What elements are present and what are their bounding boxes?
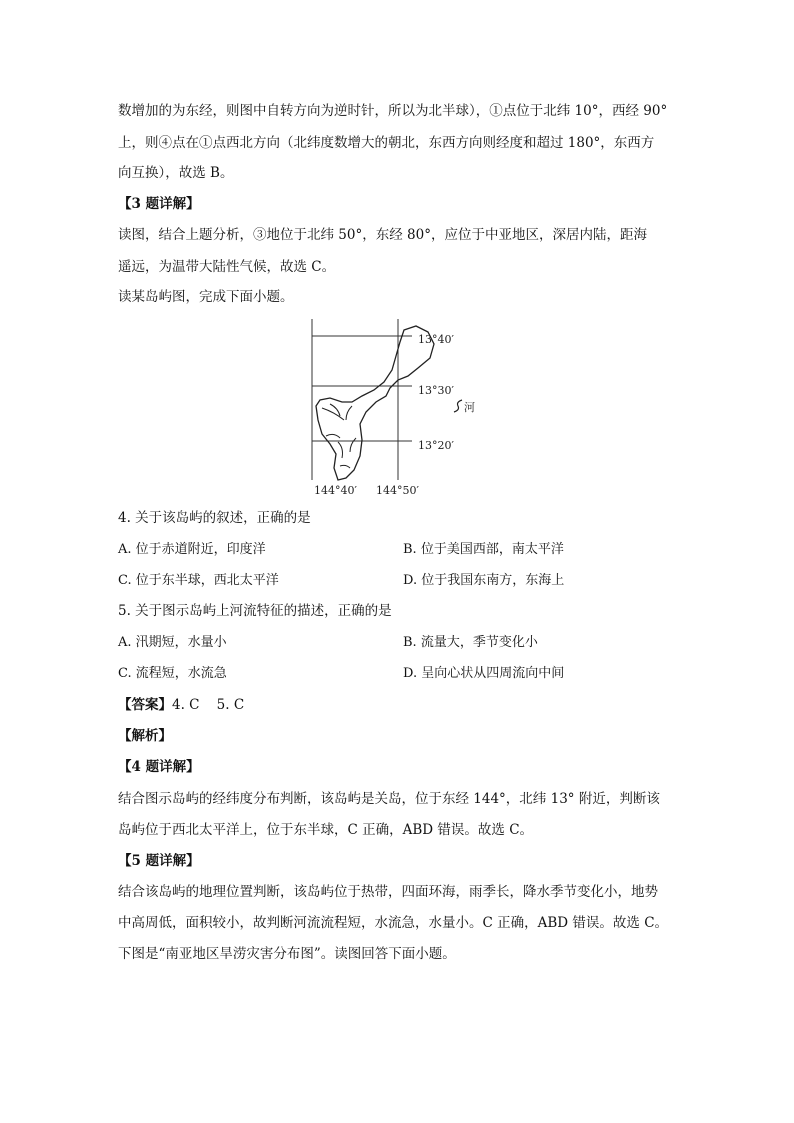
answer-line: [118, 695, 678, 715]
river-4: [326, 434, 340, 438]
q4-detail-heading: 【4 题详解】: [118, 759, 200, 775]
q5-option-d: D. 呈向心状从四周流向中间: [403, 666, 565, 681]
lat-label-3: 13°20′: [418, 439, 454, 452]
river-3: [346, 406, 352, 420]
river-5: [338, 442, 343, 458]
q3-line-2: 遥远，为温带大陆性气候，故选 C。: [118, 259, 336, 275]
river-legend-icon: [454, 400, 462, 412]
q4-detail-line-2: 岛屿位于西北太平洋上，位于东半球，C 正确，ABD 错误。故选 C。: [118, 822, 534, 838]
intro-text: 读某岛屿图，完成下面小题。: [118, 289, 294, 305]
lon-label-2: 144°50′: [376, 484, 419, 497]
q4-option-b: B. 位于美国西部，南太平洋: [403, 542, 564, 557]
analysis-heading: 【解析】: [118, 728, 172, 744]
answer-text: 4. C 5. C: [172, 697, 245, 713]
island-map: [300, 316, 480, 498]
q5-option-c: C. 流程短，水流急: [118, 666, 227, 681]
explanation-line-3: 向互换），故选 B。: [118, 165, 234, 181]
q3-line-1: 读图，结合上题分析，③地位于北纬 50°，东经 80°，应位于中亚地区，深居内陆，距海: [118, 227, 647, 243]
q4-option-d: D. 位于我国东南方，东海上: [403, 573, 565, 588]
explanation-line-2: 上，则④点在①点西北方向（北纬度数增大的朝北，东西方向则经度和超过 180°，东西方: [118, 135, 655, 151]
q3-heading: 【3 题详解】: [118, 196, 200, 212]
river-legend-label: 河: [464, 401, 475, 414]
lon-label-1: 144°40′: [314, 484, 357, 497]
explanation-line-1: 数增加的为东经，则图中自转方向为逆时针，所以为北半球），①点位于北纬 10°，西经 90°: [118, 103, 668, 119]
answer-label: 【答案】: [118, 697, 172, 713]
river-1: [322, 408, 344, 420]
next-intro-text: 下图是“南亚地区旱涝灾害分布图”。读图回答下面小题。: [118, 946, 456, 962]
q5-option-b: B. 流量大，季节变化小: [403, 635, 538, 650]
q5-detail-line-2: 中高周低，面积较小，故判断河流流程短，水流急，水量小。C 正确，ABD 错误。故选 C。: [118, 915, 669, 931]
lat-label-2: 13°30′: [418, 384, 454, 397]
q4-stem: 4. 关于该岛屿的叙述，正确的是: [118, 510, 311, 526]
q4-option-c: C. 位于东半球，西北太平洋: [118, 573, 279, 588]
q5-option-a: A. 汛期短，水量小: [118, 635, 227, 650]
q5-detail-heading: 【5 题详解】: [118, 853, 200, 869]
q4-detail-line-1: 结合图示岛屿的经纬度分布判断，该岛屿是关岛，位于东经 144°，北纬 13° 附近，判断该: [118, 791, 660, 807]
river-7: [340, 465, 350, 468]
lat-label-1: 13°40′: [418, 333, 454, 346]
island-outline: [316, 326, 434, 480]
river-6: [350, 438, 356, 452]
q4-option-a: A. 位于赤道附近，印度洋: [118, 542, 266, 557]
q5-stem: 5. 关于图示岛屿上河流特征的描述，正确的是: [118, 603, 392, 619]
island-map-svg: [300, 316, 480, 498]
q5-detail-line-1: 结合该岛屿的地理位置判断，该岛屿位于热带，四面环海，雨季长，降水季节变化小，地势: [118, 884, 658, 900]
